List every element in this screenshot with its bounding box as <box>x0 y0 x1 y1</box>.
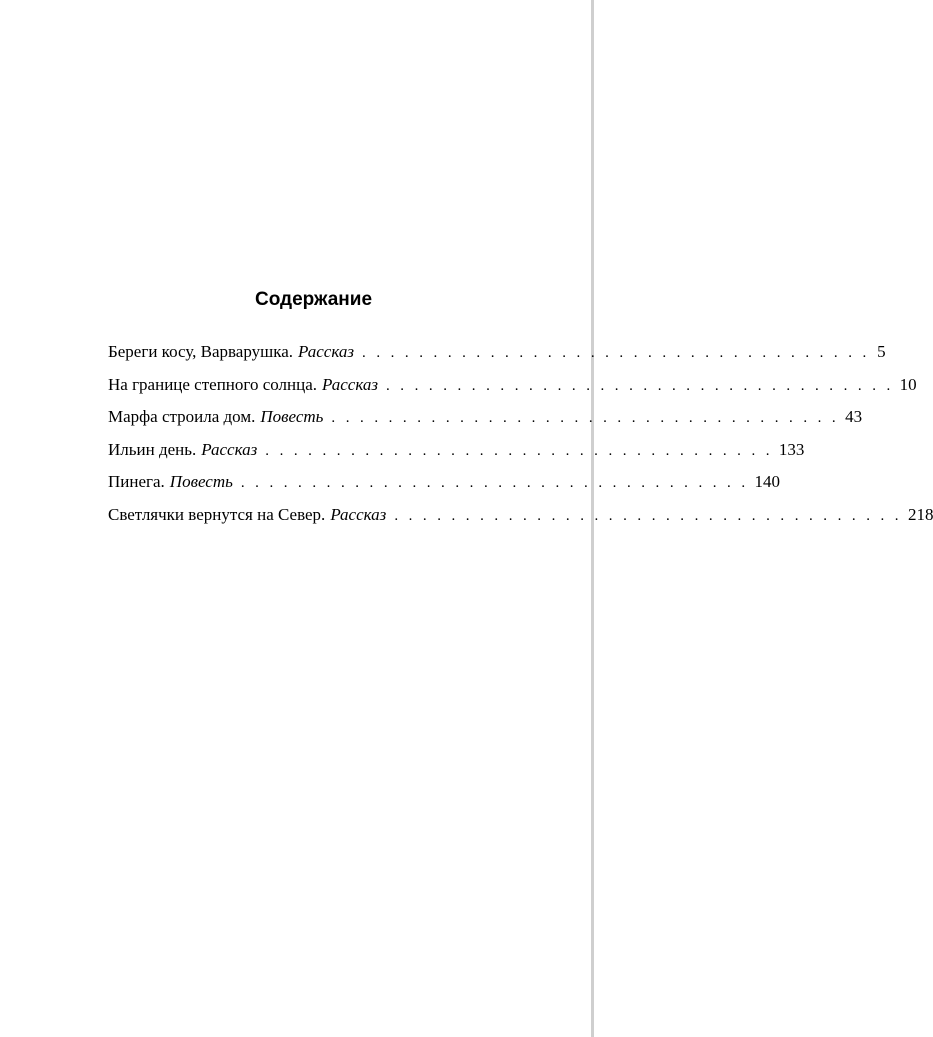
entry-genre: Рассказ <box>330 504 387 524</box>
dot-leader: . . . . . . . . . . . . . . . . . . . . . . . . . . . . . . . . . . . . <box>265 442 773 459</box>
entry-title: Береги косу, Варварушка. <box>108 342 294 361</box>
entry-page-number: 133 <box>778 439 805 459</box>
dot-leader: . . . . . . . . . . . . . . . . . . . . . . . . . . . . . . . . . . . . <box>394 507 902 524</box>
entry-page-number: 10 <box>899 374 917 394</box>
toc-entry <box>108 374 917 407</box>
toc-entry <box>108 471 780 504</box>
dot-leader: . . . . . . . . . . . . . . . . . . . . . . . . . . . . . . . . . . . . <box>362 345 870 361</box>
toc-entry <box>108 439 805 472</box>
entry-page-number: 218 <box>907 504 933 524</box>
entry-title: Светлячки вернутся на Север. <box>108 504 326 524</box>
entry-page-number: 5 <box>877 342 886 361</box>
entry-genre: Рассказ <box>298 342 355 361</box>
entry-title: Марфа строила дом. <box>108 407 256 427</box>
toc-entry <box>108 504 933 537</box>
entry-genre: Рассказ <box>322 374 378 394</box>
entry-page-number: 140 <box>754 472 780 492</box>
entry-genre: Повесть <box>260 407 324 427</box>
toc-entry <box>108 341 886 374</box>
dot-leader: . . . . . . . . . . . . . . . . . . . . . . . . . . . . . . . . . . . . <box>386 377 894 394</box>
entry-genre: Рассказ <box>201 439 258 459</box>
dot-leader: . . . . . . . . . . . . . . . . . . . . . . . . . . . . . . . . . . . . <box>240 475 749 492</box>
table-of-contents <box>108 286 933 537</box>
entry-title: На границе степного солнца. <box>108 374 317 394</box>
entry-page-number: 43 <box>845 407 863 427</box>
entry-title: Ильин день. <box>108 439 197 459</box>
toc-list <box>108 341 933 537</box>
entry-genre: Повесть <box>169 472 233 492</box>
toc-entry <box>108 406 863 439</box>
dot-leader: . . . . . . . . . . . . . . . . . . . . . . . . . . . . . . . . . . . . <box>331 410 840 427</box>
entry-title: Пинега. <box>108 472 165 492</box>
toc-heading: Содержание <box>254 289 373 310</box>
